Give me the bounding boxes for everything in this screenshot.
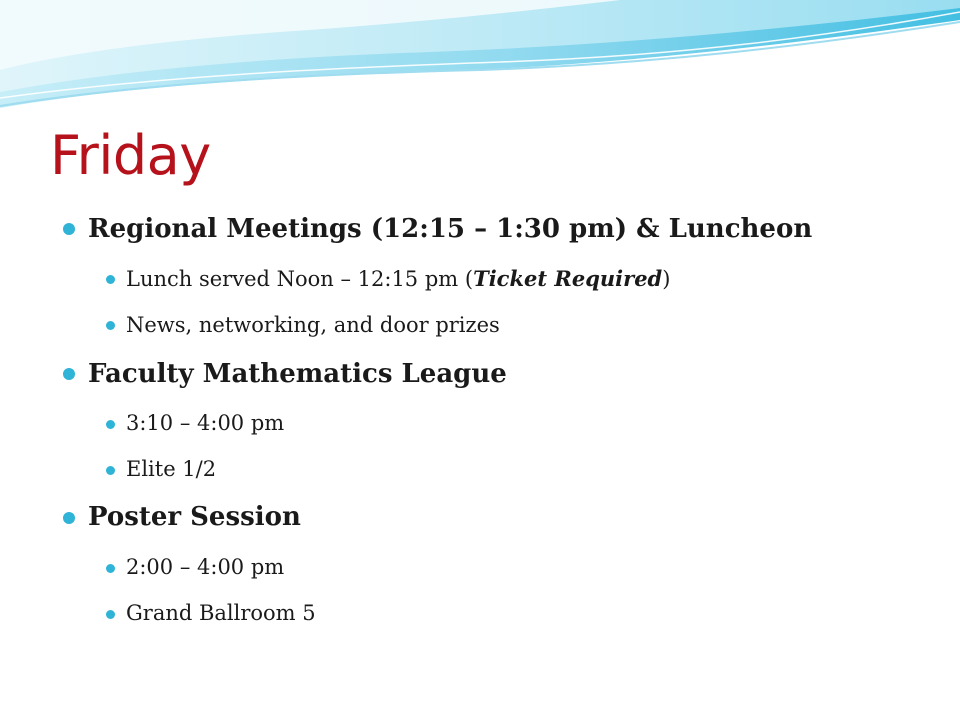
bullet-dot-icon bbox=[106, 466, 115, 475]
bullet-dot-icon bbox=[106, 420, 115, 429]
ticket-required-emphasis: Ticket Required bbox=[473, 266, 663, 291]
bullet-dot-icon bbox=[63, 512, 75, 524]
subitem-text: Lunch served Noon – 12:15 pm ( bbox=[126, 267, 474, 291]
subitem-league-time: 3:10 – 4:00 pm bbox=[126, 411, 285, 435]
bullet-dot-icon bbox=[106, 275, 115, 284]
bullet-dot-icon bbox=[106, 564, 115, 573]
bullet-dot-icon bbox=[106, 321, 115, 330]
bullet-dot-icon bbox=[63, 223, 75, 235]
bullet-dot-icon bbox=[106, 610, 115, 619]
subitem-news-networking: News, networking, and door prizes bbox=[126, 313, 500, 337]
subitem-poster-time: 2:00 – 4:00 pm bbox=[126, 555, 285, 579]
subitem-poster-location: Grand Ballroom 5 bbox=[126, 601, 316, 625]
subitem-lunch-served bbox=[126, 264, 670, 294]
list-item-poster-session: Poster Session bbox=[88, 502, 301, 532]
subitem-text: ) bbox=[662, 267, 671, 291]
list-item-regional-meetings: Regional Meetings (12:15 – 1:30 pm) & Luncheon bbox=[88, 214, 813, 244]
list-item-faculty-math-league: Faculty Mathematics League bbox=[88, 359, 507, 389]
slide-title: Friday bbox=[50, 124, 211, 187]
bullet-dot-icon bbox=[63, 368, 75, 380]
subitem-league-location: Elite 1/2 bbox=[126, 457, 217, 481]
